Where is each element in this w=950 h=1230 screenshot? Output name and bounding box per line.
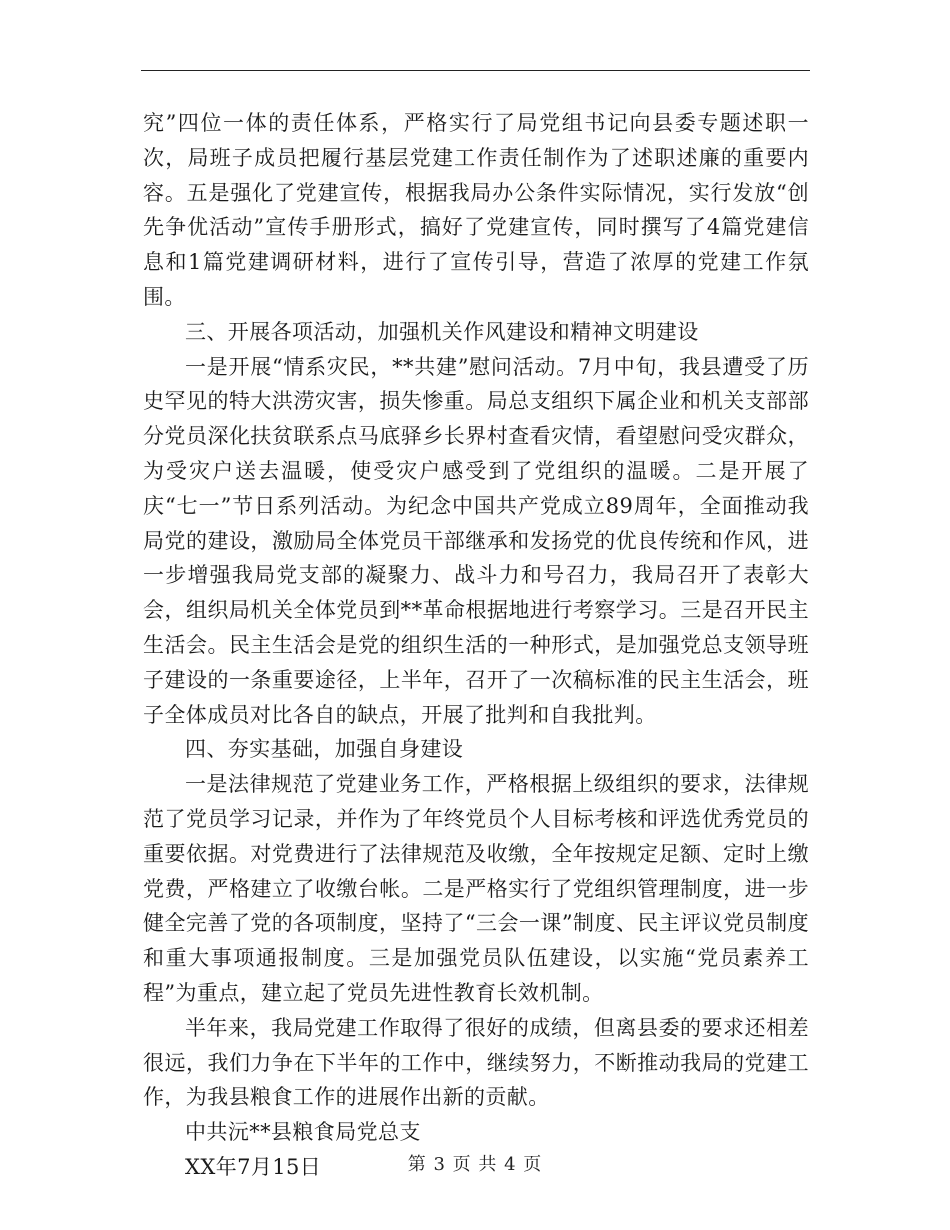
paragraph-continuation: 究”四位一体的责任体系，严格实行了局党组书记向县委专题述职一次，局班子成员把履行基层党建工作责任制作为了述职述廉的重要内容。五是强化了党建宣传，根据我局办公条件实际情况，实行发放“创先争优活动”宣传手册形式，搞好了党建宣传，同时撰写了4篇党建信息和1篇党建调研材料，进行了宣传引导，营造了浓厚的党建工作氛围。 (143, 111, 809, 309)
header-rule (141, 70, 810, 71)
page-number-footer: 第 3 页 共 4 页 (407, 1154, 543, 1175)
document-body (143, 106, 809, 1185)
paragraph-foundation: 一是法律规范了党建业务工作，严格根据上级组织的要求，法律规范了党员学习记录，并作为了年终党员个人目标考核和评选优秀党员的重要依据。对党费进行了法律规范及收缴，全年按规定足额、定时上缴党费，严格建立了收缴台帐。二是严格实行了党组织管理制度，进一步健全完善了党的各项制度，坚持了“三会一课”制度、民主评议党员制度和重大事项通报制度。三是加强党员队伍建设，以实施“党员素养工程”为重点，建立起了党员先进性教育长效机制。 (143, 772, 809, 1005)
paragraph-conclusion: 半年来，我局党建工作取得了很好的成绩，但离县委的要求还相差很远，我们力争在下半年的工作中，继续努力，不断推动我局的党建工作，为我县粮食工作的进展作出新的贡献。 (143, 1015, 809, 1110)
signature-organization: 中共沅**县粮食局党总支 (185, 1120, 421, 1145)
paragraph-activities: 一是开展“情系灾民，**共建”慰问活动。7月中旬，我县遭受了历史罕见的特大洪涝灾害，损失惨重。局总支组织下属企业和机关支部部分党员深化扶贫联系点马底驿乡长界村查看灾情，看望慰问受灾群众，为受灾户送去温暖，使受灾户感受到了党组织的温暖。二是开展了庆“七一”节日系列活动。为纪念中国共产党成立89周年，全面推动我局党的建设，激励局全体党员干部继承和发扬党的优良传统和作风，进一步增强我局党支部的凝聚力、战斗力和号召力，我局召开了表彰大会，组织局机关全体党员到**革命根据地进行考察学习。三是召开民主生活会。民主生活会是党的组织生活的一种形式，是加强党总支领导班子建设的一条重要途径，上半年，召开了一次稿标准的民主生活会，班子全体成员对比各自的缺点，开展了批判和自我批判。 (143, 354, 809, 727)
section-heading-3: 三、开展各项活动，加强机关作风建设和精神文明建设 (185, 319, 699, 344)
signature-date: XX年7月15日 (185, 1154, 322, 1179)
section-heading-4: 四、夯实基础，加强自身建设 (185, 737, 464, 762)
